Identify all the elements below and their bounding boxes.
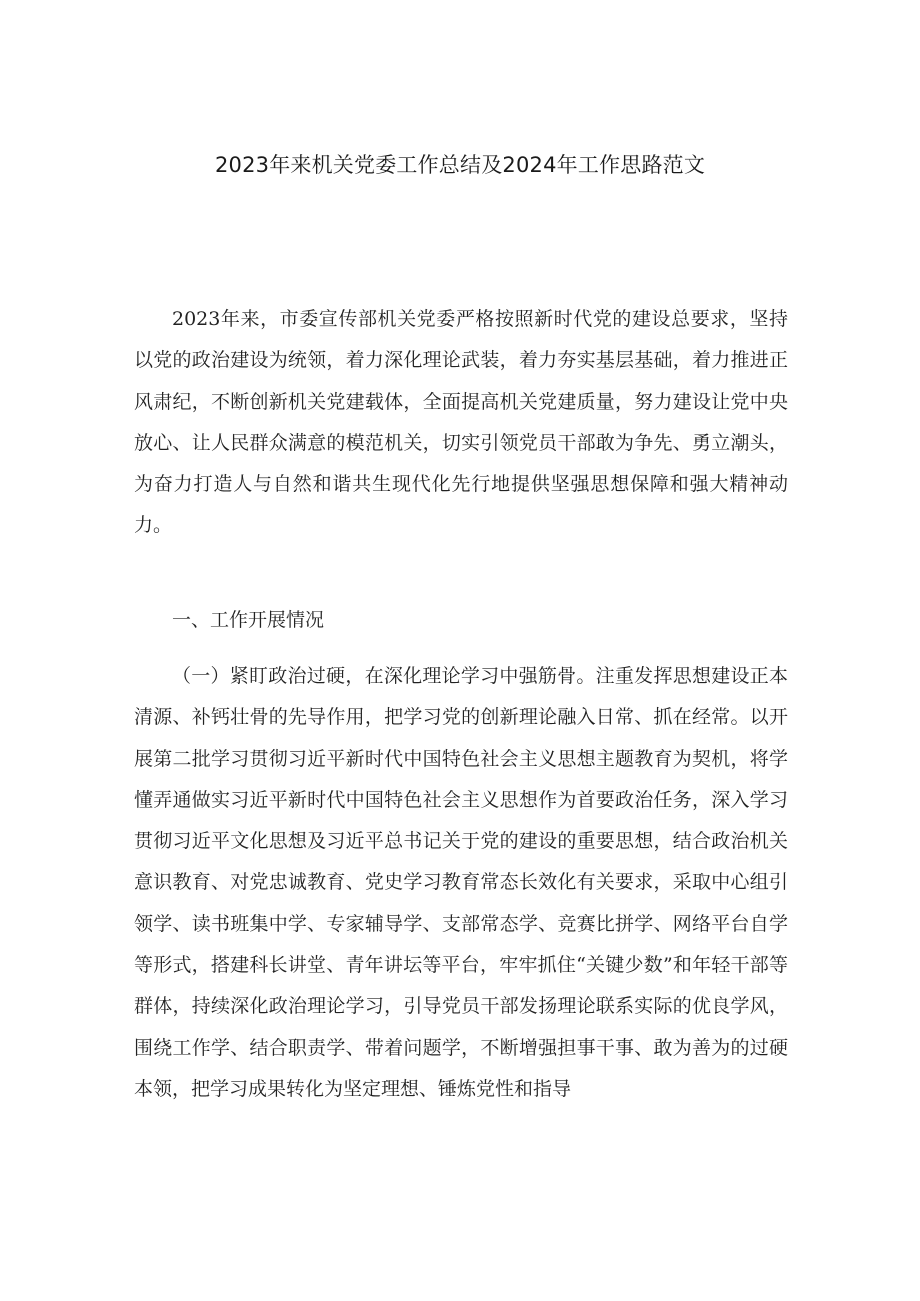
intro-paragraph: 2023年来，市委宣传部机关党委严格按照新时代党的建设总要求，坚持以党的政治建设为统领，着力深化理论武装，着力夯实基层基础，着力推进正风肃纪，不断创新机关党建载体，全面提高机关党建质量，努力建设让党中央放心、让人民群众满意的模范机关，切实引领党员干部敢为争先、勇立潮头，为奋力打造人与自然和谐共生现代化先行地提供坚强思想保障和强大精神动力。 bbox=[134, 308, 788, 537]
section-heading: 一、工作开展情况 bbox=[172, 609, 325, 631]
document-title: 2023年来机关党委工作总结及2024年工作思路范文 bbox=[214, 153, 706, 177]
subsection-paragraph: （一）紧盯政治过硬，在深化理论学习中强筋骨。注重发挥思想建设正本清源、补钙壮骨的先导作用，把学习党的创新理论融入日常、抓在经常。以开展第二批学习贯彻习近平新时代中国特色社会主义思想主题教育为契机，将学懂弄通做实习近平新时代中国特色社会主义思想作为首要政治任务，深入学习贯彻习近平文化思想及习近平总书记关于党的建设的重要思想，结合政治机关意识教育、对党忠诚教育、党史学习教育常态长效化有关要求，采取中心组引领学、读书班集中学、专家辅导学、支部常态学、竞赛比拼学、网络平台自学等形式，搭建科长讲堂、青年讲坛等平台，牢牢抓住“关键少数”和年轻干部等群体，持续深化政治理论学习，引导党员干部发扬理论联系实际的优良学风，围绕工作学、结合职责学、带着问题学，不断增强担事干事、敢为善为的过硬本领，把学习成果转化为坚定理想、锤炼党性和指导 bbox=[134, 665, 788, 1100]
